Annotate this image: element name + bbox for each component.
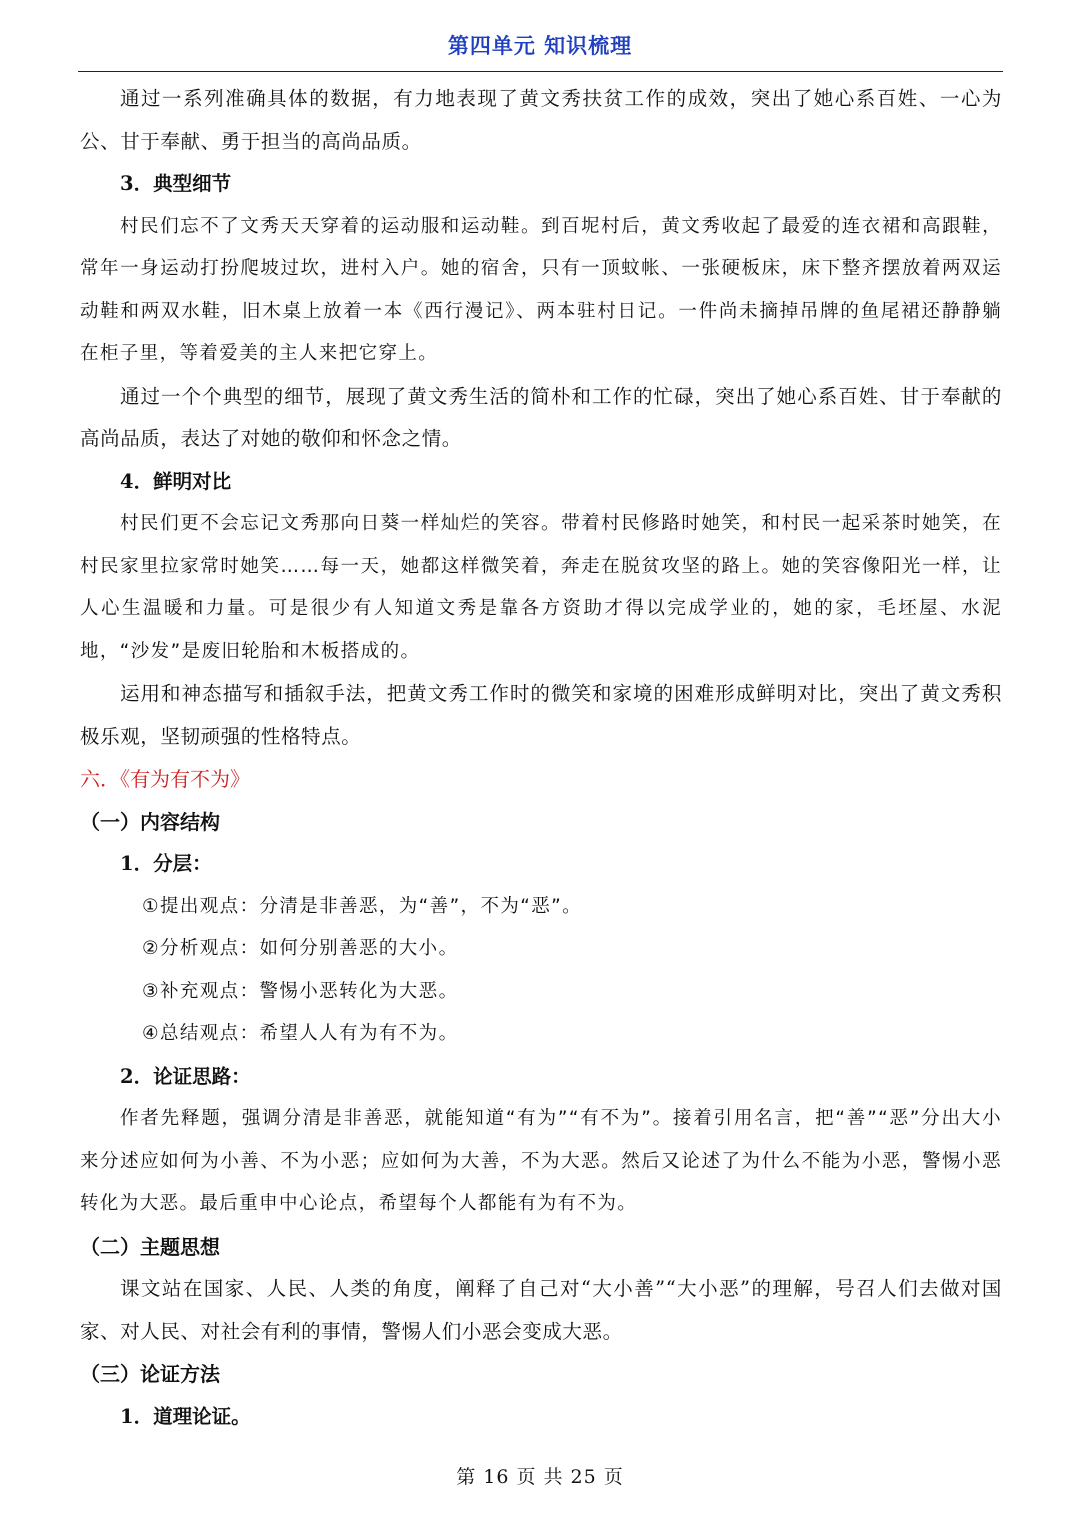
layer-item: ①提出观点：分清是非善恶，为“善”，不为“恶”。 xyxy=(142,895,583,917)
document-body xyxy=(80,78,1002,1438)
heading-contrast: 4．鲜明对比 xyxy=(120,469,232,493)
paragraph-argument-logic: 作者先释题，强调分清是非善恶，就能知道“有为”“有不为”。接着引用名言，把“善”“恶”分出大小来分述应如何为小善、不为小恶；应如何为大善，不为大恶。然后又论述了为什么不能为小恶，警惕小恶转化为大恶。最后重申中心论点，希望每个人都能有为有不为。 xyxy=(80,1108,1002,1214)
paragraph-contrast-quote: 村民们更不会忘记文秀那向日葵一样灿烂的笑容。带着村民修路时她笑，和村民一起采茶时她笑，在村民家里拉家常时她笑……每一天，她都这样微笑着，奔走在脱贫攻坚的路上。她的笑容像阳光一样，让人心生温暖和力量。可是很少有人知道文秀是靠各方资助才得以完成学业的，她的家，毛坯屋、水泥地，“沙发”是废旧轮胎和木板搭成的。 xyxy=(80,513,1002,662)
paragraph-detail-quote: 村民们忘不了文秀天天穿着的运动服和运动鞋。到百坭村后，黄文秀收起了最爱的连衣裙和高跟鞋，常年一身运动打扮爬坡过坎，进村入户。她的宿舍，只有一顶蚊帐、一张硬板床，床下整齐摆放着两双运动鞋和两双水鞋，旧木桌上放着一本《西行漫记》、两本驻村日记。一件尚未摘掉吊牌的鱼尾裙还静静躺在柜子里，等着爱美的主人来把它穿上。 xyxy=(80,215,1002,364)
subheading-argument-methods: （三）论证方法 xyxy=(80,1362,220,1386)
heading-layers: 1．分层： xyxy=(120,852,212,875)
section-heading-6: 六．《有为有不为》 xyxy=(80,767,250,791)
layer-item: ③补充观点：警惕小恶转化为大恶。 xyxy=(142,980,459,1002)
paragraph-theme: 课文站在国家、人民、人类的角度，阐释了自己对“大小善”“大小恶”的理解，号召人们去做对国家、对人民、对社会有利的事情，警惕人们小恶会变成大恶。 xyxy=(80,1277,1002,1343)
subheading-content-structure: （一）内容结构 xyxy=(80,809,220,834)
heading-typical-detail: 3．典型细节 xyxy=(120,172,232,195)
page-number: 第 16 页 共 25 页 xyxy=(456,1466,624,1488)
layer-item: ②分析观点：如何分别善恶的大小。 xyxy=(142,938,459,959)
paragraph-detail-analysis: 通过一个个典型的细节，展现了黄文秀生活的简朴和工作的忙碌，突出了她心系百姓、甘于奉献的高尚品质，表达了对她的敬仰和怀念之情。 xyxy=(80,384,1002,450)
layer-item: ④总结观点：希望人人有为有不为。 xyxy=(142,1023,459,1044)
heading-reason-argument: 1．道理论证。 xyxy=(120,1404,251,1428)
heading-argument-logic: 2．论证思路： xyxy=(120,1064,251,1088)
paragraph-contrast-analysis: 运用和神态描写和插叙手法，把黄文秀工作时的微笑和家境的困难形成鲜明对比，突出了黄文秀积极乐观，坚韧顽强的性格特点。 xyxy=(80,682,1002,748)
paragraph-data-summary: 通过一系列准确具体的数据，有力地表现了黄文秀扶贫工作的成效，突出了她心系百姓、一心为公、甘于奉献、勇于担当的高尚品质。 xyxy=(80,87,1002,153)
page-header-title: 第四单元 知识梳理 xyxy=(447,33,633,58)
header-divider xyxy=(78,71,1003,72)
subheading-theme: （二）主题思想 xyxy=(80,1234,220,1259)
